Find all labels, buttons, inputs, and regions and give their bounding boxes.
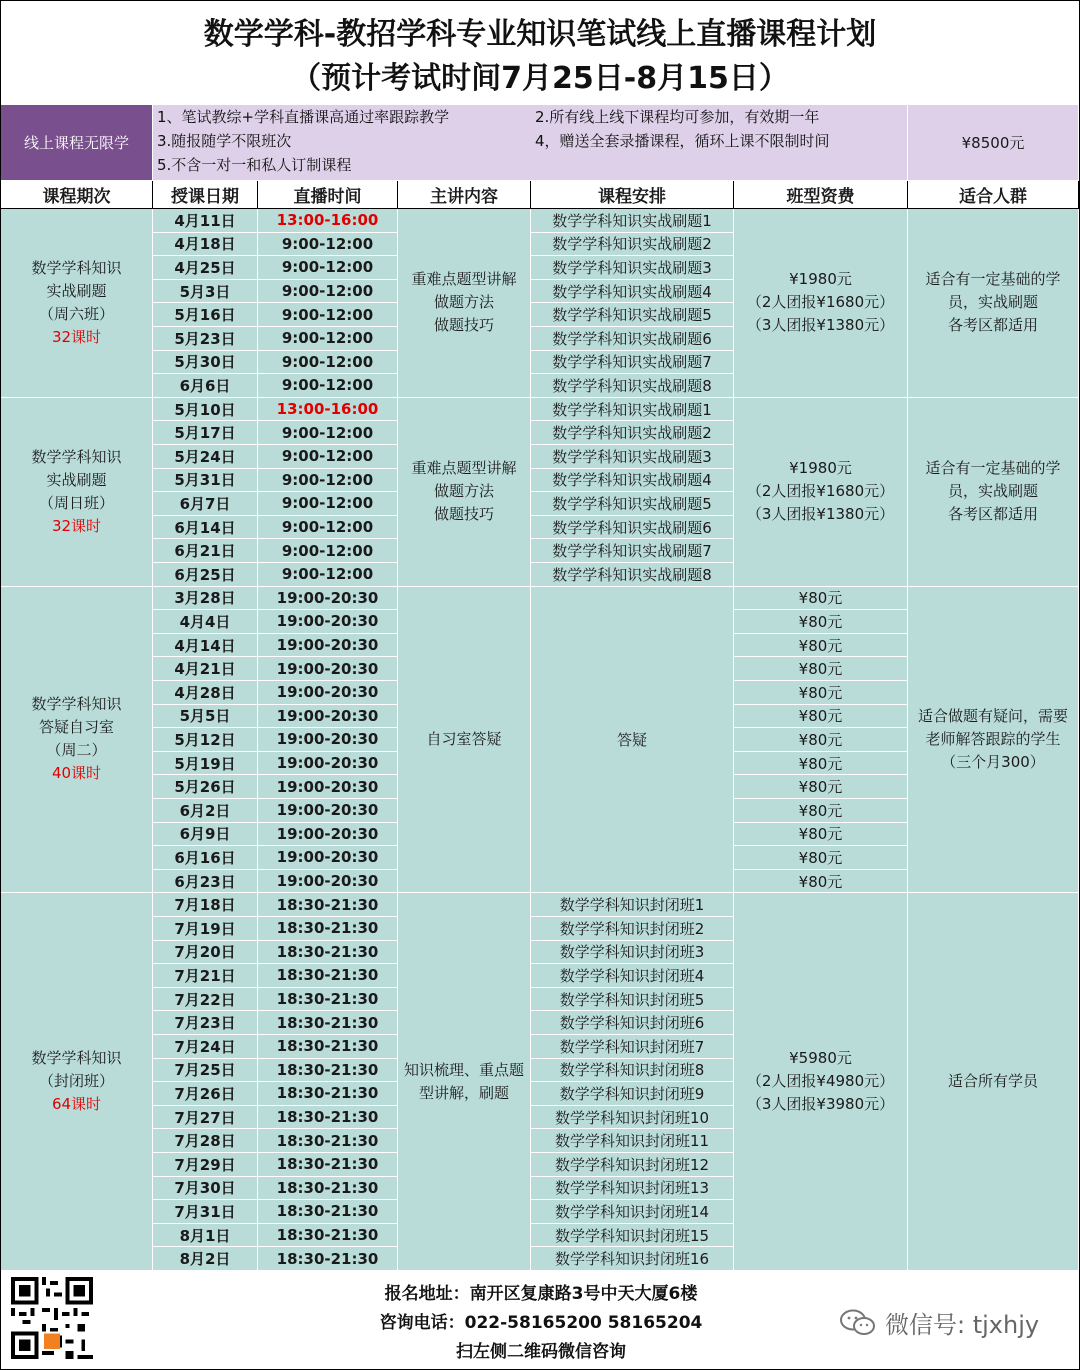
info-price: ¥8500元: [908, 105, 1079, 181]
class-date: 7月18日: [153, 893, 258, 917]
schedule-item: 数学学科知识封闭班11: [531, 1129, 734, 1153]
fee-item: ¥80元: [734, 657, 908, 681]
group-name-line: （周日班）: [38, 493, 114, 512]
content-line: 做题技巧: [433, 316, 494, 335]
column-header: 适合人群: [908, 181, 1079, 209]
schedule-item: 数学学科知识实战刷题1: [531, 209, 734, 233]
live-time: 9:00-12:00: [258, 539, 398, 563]
class-date: 4月4日: [153, 610, 258, 634]
info-label: 线上课程无限学: [1, 105, 153, 181]
qr-code-icon: [11, 1277, 93, 1359]
fee-item: ¥80元: [734, 775, 908, 799]
class-date: 7月19日: [153, 917, 258, 941]
fee-line: （3人团报¥1380元）: [746, 505, 895, 524]
group-hours: 32课时: [51, 516, 102, 535]
live-time: 9:00-12:00: [258, 351, 398, 375]
class-date: 7月29日: [153, 1153, 258, 1177]
schedule-item: 数学学科知识实战刷题5: [531, 492, 734, 516]
target-audience: [908, 209, 1079, 398]
live-time: 19:00-20:30: [258, 752, 398, 776]
target-audience: [908, 398, 1079, 587]
fee-line: （3人团报¥3980元）: [746, 1095, 895, 1114]
schedule-item: 数学学科知识封闭班4: [531, 964, 734, 988]
class-date: 4月11日: [153, 209, 258, 233]
live-time: 18:30-21:30: [258, 1106, 398, 1130]
live-time: 19:00-20:30: [258, 728, 398, 752]
group-hours: 32课时: [51, 327, 102, 346]
live-time: 9:00-12:00: [258, 327, 398, 351]
fee-item: ¥80元: [734, 634, 908, 658]
info-point: 1、笔试教综+学科直播课高通过率跟踪教学: [157, 108, 450, 126]
content-line: 做题技巧: [433, 505, 494, 524]
fee-line: （3人团报¥1380元）: [746, 316, 895, 335]
live-time: 9:00-12:00: [258, 516, 398, 540]
class-date: 5月19日: [153, 752, 258, 776]
class-date: 5月5日: [153, 705, 258, 729]
class-date: 7月25日: [153, 1059, 258, 1083]
info-point: 4，赠送全套录播课程，循环上课不限制时间: [535, 132, 830, 150]
live-time: 18:30-21:30: [258, 1247, 398, 1271]
live-time: 9:00-12:00: [258, 374, 398, 398]
audience-line: 适合所有学员: [947, 1072, 1038, 1091]
class-date: 6月6日: [153, 374, 258, 398]
live-time: 18:30-21:30: [258, 1059, 398, 1083]
schedule-item: 数学学科知识封闭班14: [531, 1200, 734, 1224]
live-time: 18:30-21:30: [258, 941, 398, 965]
group-name: [1, 587, 153, 894]
class-date: 7月24日: [153, 1035, 258, 1059]
group-name: [1, 398, 153, 587]
fee-item: ¥80元: [734, 587, 908, 611]
class-date: 5月16日: [153, 303, 258, 327]
schedule-item: 数学学科知识实战刷题3: [531, 445, 734, 469]
fee-line: ¥1980元: [789, 270, 852, 289]
fee-line: ¥5980元: [789, 1049, 852, 1068]
audience-line: 各考区都适用: [947, 505, 1038, 524]
live-time: 19:00-20:30: [258, 775, 398, 799]
live-time: 18:30-21:30: [258, 917, 398, 941]
live-time: 19:00-20:30: [258, 610, 398, 634]
schedule-item: 数学学科知识实战刷题8: [531, 563, 734, 587]
class-date: 6月2日: [153, 799, 258, 823]
class-date: 6月9日: [153, 823, 258, 847]
schedule-item: 数学学科知识实战刷题4: [531, 280, 734, 304]
class-date: 4月25日: [153, 256, 258, 280]
schedule-item: 数学学科知识实战刷题6: [531, 516, 734, 540]
content-line: 重难点题型讲解: [411, 459, 517, 478]
fee-item: ¥80元: [734, 870, 908, 894]
fee-line: （2人团报¥1680元）: [746, 482, 895, 501]
content-line: 自习室答疑: [426, 729, 502, 748]
group-name-line: 数学学科知识: [31, 1049, 122, 1068]
schedule-item: 数学学科知识封闭班7: [531, 1035, 734, 1059]
column-header: 课程安排: [531, 181, 734, 209]
schedule-item: 数学学科知识实战刷题3: [531, 256, 734, 280]
fee-item: ¥80元: [734, 705, 908, 729]
content-line: 做题方法: [433, 482, 494, 501]
info-point: 2.所有线上线下课程均可参加，有效期一年: [535, 108, 820, 126]
schedule-item: 数学学科知识封闭班12: [531, 1153, 734, 1177]
class-date: 6月25日: [153, 563, 258, 587]
schedule-item: 数学学科知识封闭班16: [531, 1247, 734, 1271]
live-time: 18:30-21:30: [258, 1153, 398, 1177]
class-fee: [734, 398, 908, 587]
class-date: 6月7日: [153, 492, 258, 516]
live-time: 9:00-12:00: [258, 280, 398, 304]
column-header: 课程期次: [1, 181, 153, 209]
target-audience: [908, 893, 1079, 1271]
info-points-right: [531, 105, 908, 181]
live-time: 9:00-12:00: [258, 256, 398, 280]
fee-item: ¥80元: [734, 610, 908, 634]
class-date: 5月10日: [153, 398, 258, 422]
wechat-watermark: [839, 1305, 1039, 1340]
class-date: 6月16日: [153, 846, 258, 870]
schedule-item: 数学学科知识封闭班3: [531, 941, 734, 965]
group-name-line: （周六班）: [38, 304, 114, 323]
schedule-item: 数学学科知识封闭班9: [531, 1082, 734, 1106]
group-name-line: 数学学科知识: [31, 258, 122, 277]
live-time: 18:30-21:30: [258, 988, 398, 1012]
live-time: 9:00-12:00: [258, 421, 398, 445]
lecture-content: [398, 398, 531, 587]
group-name: [1, 209, 153, 398]
schedule-item: 数学学科知识实战刷题6: [531, 327, 734, 351]
target-audience: [908, 587, 1079, 894]
column-header: 授课日期: [153, 181, 258, 209]
live-time: 18:30-21:30: [258, 1224, 398, 1248]
class-date: 5月31日: [153, 469, 258, 493]
audience-line: 员，实战刷题: [947, 293, 1038, 312]
footer-qr-hint: 扫左侧二维码微信咨询: [456, 1342, 626, 1362]
class-date: 4月18日: [153, 233, 258, 257]
live-time: 18:30-21:30: [258, 1082, 398, 1106]
group-name-line: 数学学科知识: [31, 695, 122, 714]
fee-item: ¥80元: [734, 799, 908, 823]
class-date: 6月21日: [153, 539, 258, 563]
lecture-content: [398, 587, 531, 894]
group-name-line: （封闭班）: [38, 1072, 114, 1091]
live-time: 9:00-12:00: [258, 303, 398, 327]
schedule-item: 数学学科知识封闭班15: [531, 1224, 734, 1248]
class-date: 7月22日: [153, 988, 258, 1012]
schedule-item: 数学学科知识实战刷题7: [531, 539, 734, 563]
group-name: [1, 893, 153, 1271]
schedule-item: 答疑: [531, 587, 734, 894]
wechat-icon: [839, 1308, 877, 1338]
column-header: 直播时间: [258, 181, 398, 209]
audience-line: 适合做题有疑问，需要: [917, 706, 1068, 725]
class-date: 8月2日: [153, 1247, 258, 1271]
schedule-item: 数学学科知识封闭班10: [531, 1106, 734, 1130]
live-time: 19:00-20:30: [258, 634, 398, 658]
live-time: 19:00-20:30: [258, 846, 398, 870]
schedule-item: 数学学科知识实战刷题2: [531, 233, 734, 257]
live-time: 19:00-20:30: [258, 705, 398, 729]
class-date: 7月27日: [153, 1106, 258, 1130]
audience-line: 各考区都适用: [947, 316, 1038, 335]
lecture-content: [398, 893, 531, 1271]
fee-item: ¥80元: [734, 752, 908, 776]
class-date: 7月31日: [153, 1200, 258, 1224]
class-date: 7月28日: [153, 1129, 258, 1153]
live-time: 19:00-20:30: [258, 799, 398, 823]
live-time: 19:00-20:30: [258, 870, 398, 894]
fee-item: ¥80元: [734, 681, 908, 705]
footer-address: 报名地址：南开区复康路3号中天大厦6楼: [384, 1284, 698, 1304]
group-name-line: 答疑自习室: [38, 718, 114, 737]
class-date: 4月14日: [153, 634, 258, 658]
page-subtitle: （预计考试时间7月25日-8月15日）: [291, 61, 789, 96]
class-date: 4月28日: [153, 681, 258, 705]
footer: [1, 1271, 1079, 1369]
audience-line: （三个月300）: [941, 752, 1045, 771]
schedule-item: 数学学科知识实战刷题7: [531, 351, 734, 375]
footer-phone: 咨询电话：022-58165200 58165204: [379, 1313, 703, 1333]
class-date: 5月12日: [153, 728, 258, 752]
live-time: 19:00-20:30: [258, 587, 398, 611]
class-date: 6月14日: [153, 516, 258, 540]
group-name-line: 实战刷题: [46, 470, 107, 489]
audience-line: 老师解答跟踪的学生: [925, 729, 1061, 748]
live-time: 9:00-12:00: [258, 445, 398, 469]
group-name-line: 数学学科知识: [31, 447, 122, 466]
schedule-item: 数学学科知识封闭班1: [531, 893, 734, 917]
group-name-line: 实战刷题: [46, 281, 107, 300]
content-line: 知识梳理、重点题: [403, 1060, 524, 1079]
schedule-item: 数学学科知识实战刷题4: [531, 469, 734, 493]
audience-line: 员，实战刷题: [947, 482, 1038, 501]
live-time: 18:30-21:30: [258, 1177, 398, 1201]
content-line: 型讲解，刷题: [418, 1083, 509, 1102]
live-time: 19:00-20:30: [258, 657, 398, 681]
class-date: 5月30日: [153, 351, 258, 375]
live-time: 13:00-16:00: [258, 398, 398, 422]
content-line: 重难点题型讲解: [411, 270, 517, 289]
class-date: 5月26日: [153, 775, 258, 799]
class-date: 7月21日: [153, 964, 258, 988]
class-date: 4月21日: [153, 657, 258, 681]
group-hours: 40课时: [51, 764, 102, 783]
class-date: 8月1日: [153, 1224, 258, 1248]
schedule-item: 数学学科知识封闭班2: [531, 917, 734, 941]
schedule-item: 数学学科知识封闭班13: [531, 1177, 734, 1201]
class-date: 5月3日: [153, 280, 258, 304]
class-date: 5月17日: [153, 421, 258, 445]
live-time: 9:00-12:00: [258, 469, 398, 493]
live-time: 19:00-20:30: [258, 681, 398, 705]
lecture-content: [398, 209, 531, 398]
schedule-item: 数学学科知识封闭班5: [531, 988, 734, 1012]
class-date: 3月28日: [153, 587, 258, 611]
info-point: 3.随报随学不限班次: [157, 132, 292, 150]
page-title: 数学学科-教招学科专业知识笔试线上直播课程计划: [203, 17, 877, 52]
class-date: 5月24日: [153, 445, 258, 469]
class-fee: [734, 893, 908, 1271]
schedule-item: 数学学科知识封闭班6: [531, 1011, 734, 1035]
live-time: 9:00-12:00: [258, 492, 398, 516]
class-date: 7月30日: [153, 1177, 258, 1201]
fee-line: （2人团报¥4980元）: [746, 1072, 895, 1091]
class-date: 7月26日: [153, 1082, 258, 1106]
schedule-item: 数学学科知识实战刷题1: [531, 398, 734, 422]
live-time: 18:30-21:30: [258, 964, 398, 988]
group-name-line: （周二）: [46, 741, 107, 760]
schedule-item: 数学学科知识封闭班8: [531, 1059, 734, 1083]
group-hours: 64课时: [51, 1095, 102, 1114]
content-line: 做题方法: [433, 293, 494, 312]
class-date: 7月20日: [153, 941, 258, 965]
class-date: 6月23日: [153, 870, 258, 894]
live-time: 18:30-21:30: [258, 893, 398, 917]
live-time: 18:30-21:30: [258, 1129, 398, 1153]
fee-item: ¥80元: [734, 846, 908, 870]
live-time: 13:00-16:00: [258, 209, 398, 233]
schedule-item: 数学学科知识实战刷题5: [531, 303, 734, 327]
live-time: 19:00-20:30: [258, 823, 398, 847]
audience-line: 适合有一定基础的学: [925, 270, 1061, 289]
fee-line: （2人团报¥1680元）: [746, 293, 895, 312]
live-time: 9:00-12:00: [258, 563, 398, 587]
info-point: 5.不含一对一和私人订制课程: [157, 156, 352, 174]
schedule-item: 数学学科知识实战刷题8: [531, 374, 734, 398]
class-date: 5月23日: [153, 327, 258, 351]
live-time: 18:30-21:30: [258, 1200, 398, 1224]
class-fee: [734, 209, 908, 398]
live-time: 9:00-12:00: [258, 233, 398, 257]
fee-item: ¥80元: [734, 728, 908, 752]
wechat-id: 微信号: tjxhjy: [885, 1311, 1040, 1339]
audience-line: 适合有一定基础的学: [925, 459, 1061, 478]
live-time: 18:30-21:30: [258, 1035, 398, 1059]
column-header: 班型资费: [734, 181, 908, 209]
schedule-item: 数学学科知识实战刷题2: [531, 421, 734, 445]
title-block: [1, 1, 1079, 105]
live-time: 18:30-21:30: [258, 1011, 398, 1035]
column-header: 主讲内容: [398, 181, 531, 209]
fee-item: ¥80元: [734, 823, 908, 847]
fee-line: ¥1980元: [789, 459, 852, 478]
class-date: 7月23日: [153, 1011, 258, 1035]
